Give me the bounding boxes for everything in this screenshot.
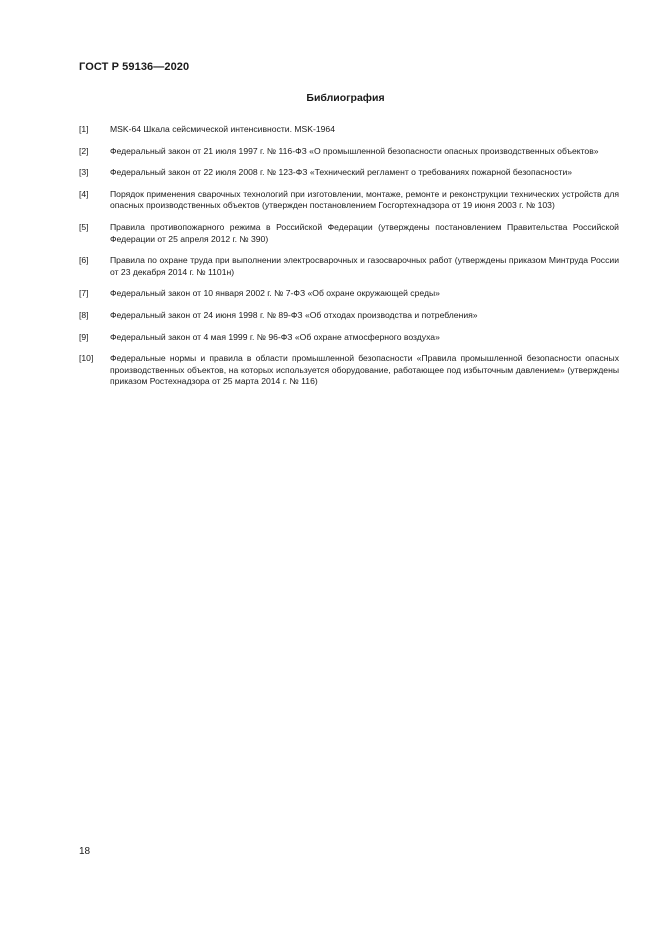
reference-text: Федеральный закон от 22 июля 2008 г. № 123-ФЗ «Технический регламент о требованиях пожарной безопасности»: [110, 167, 573, 178]
bibliography-item: [79, 353, 619, 388]
reference-number: [7]: [79, 288, 89, 299]
bibliography-item: [79, 288, 619, 300]
reference-text: Федеральный закон от 10 января 2002 г. № 7-ФЗ «Об охране окружающей среды»: [110, 288, 440, 299]
page-number: 18: [79, 846, 91, 857]
reference-text: MSK-64 Шкала сейсмической интенсивности. MSK-1964: [110, 124, 335, 134]
reference-text: Правила противопожарного режима в Российской Федерации (утверждены постановлением Правительства Российской Федерации от 25 апреля 2012 г. № 390): [110, 221, 619, 244]
bibliography-item: [79, 255, 619, 278]
reference-text: Федеральный закон от 24 июня 1998 г. № 89-ФЗ «Об отходах производства и потребления»: [110, 309, 478, 320]
page-title: Библиография: [306, 92, 385, 104]
bibliography-item: [79, 189, 619, 212]
reference-number: [9]: [79, 331, 89, 342]
bibliography-list: [79, 124, 619, 398]
reference-number: [10]: [79, 353, 94, 364]
reference-number: [3]: [79, 167, 89, 178]
bibliography-item: [79, 146, 619, 158]
bibliography-item: [79, 167, 619, 179]
reference-text: Федеральный закон от 4 мая 1999 г. № 96-ФЗ «Об охране атмосферного воздуха»: [110, 331, 440, 342]
reference-number: [2]: [79, 145, 89, 156]
bibliography-item: [79, 222, 619, 245]
bibliography-item: [79, 124, 619, 136]
reference-number: [4]: [79, 188, 89, 199]
reference-number: [5]: [79, 221, 89, 232]
reference-number: [1]: [79, 124, 89, 134]
reference-text: Федеральные нормы и правила в области промышленной безопасности «Правила промышленной безопасности опасных производственных объектов, на которых используется оборудование, работающее под избыточным давлением» (утверждены приказом Ростехнадзора от 25 марта 2014 г. № 116): [110, 353, 619, 387]
reference-number: [8]: [79, 309, 89, 320]
reference-text: Федеральный закон от 21 июля 1997 г. № 116-ФЗ «О промышленной безопасности опасных производственных объектов»: [110, 145, 599, 156]
reference-text: Правила по охране труда при выполнении электросварочных и газосварочных работ (утверждены приказом Минтруда России от 23 декабря 2014 г. № 1101н): [110, 255, 619, 277]
bibliography-item: [79, 310, 619, 322]
reference-text: Порядок применения сварочных технологий при изготовлении, монтаже, ремонте и реконструкции технических устройств для опасных производственных объектов (утвержден постановлением Госгортехнадзора от 19 июня 2003 г. № 103): [110, 188, 619, 211]
bibliography-item: [79, 332, 619, 344]
reference-number: [6]: [79, 255, 89, 266]
document-header: ГОСТ Р 59136—2020: [79, 61, 190, 73]
